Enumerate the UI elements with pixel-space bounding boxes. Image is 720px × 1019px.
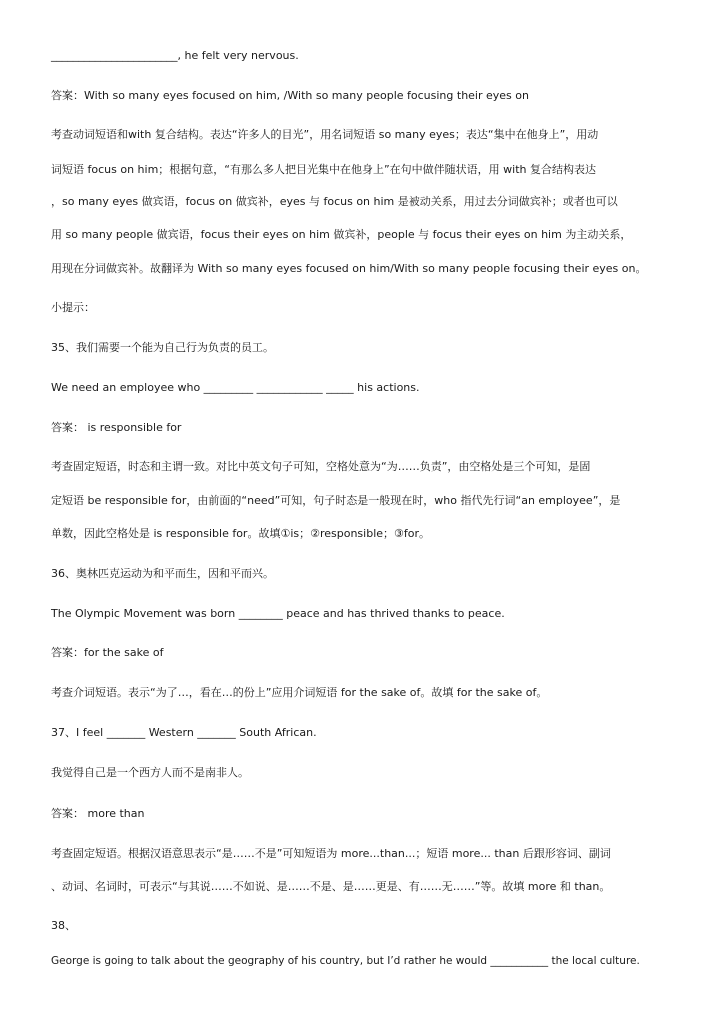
q37-translation: 我觉得自己是一个西方人而不是南非人。 [51, 766, 249, 779]
q34-sentence: _______________________, he felt very nervous. [51, 49, 299, 62]
tip-label: 小提示： [51, 301, 95, 314]
q34-explanation-line-2: 词短语 focus on him；根据句意，“有那么多人把目光集中在他身上”在句中做伴随状语，用 with 复合结构表达 [51, 163, 597, 176]
q37-sentence: 37、I feel _______ Western _______ South African. [51, 726, 317, 739]
q34-explanation-line-1: 考查动词短语和with 复合结构。表达“许多人的目光”，用名词短语 so many eyes；表达“集中在他身上”，用动 [51, 128, 599, 141]
q37-explanation-line-2: 、动词、名词时，可表示“与其说……不如说、是……不是、是……更是、有……无……”等。故填 more 和 than。 [51, 880, 611, 893]
q34-explanation-line-5: 用现在分词做宾补。故翻译为 With so many eyes focused on him/With so many people focusing their eyes on。 [51, 262, 647, 275]
q36-sentence: The Olympic Movement was born ________ peace and has thrived thanks to peace. [51, 607, 505, 620]
q38-sentence: George is going to talk about the geography of his country, but I’d rather he would ___________ the local culture. [51, 955, 640, 967]
q38-title: 38、 [51, 919, 76, 932]
q35-explanation-line-2: 定短语 be responsible for，由前面的“need”可知，句子时态是一般现在时，who 指代先行词“an employee”，是 [51, 494, 621, 507]
q34-explanation-line-4: 用 so many people 做宾语，focus their eyes on him 做宾补，people 与 focus their eyes on him 为主动关系， [51, 228, 632, 241]
q35-sentence: We need an employee who _________ ____________ _____ his actions. [51, 381, 420, 394]
q37-answer: 答案： more than [51, 807, 145, 820]
q35-explanation-line-1: 考查固定短语，时态和主谓一致。对比中英文句子可知，空格处意为“为……负责”，由空格处是三个可知，是固 [51, 460, 591, 473]
q34-answer: 答案：With so many eyes focused on him, /With so many people focusing their eyes on [51, 89, 529, 102]
q35-answer: 答案： is responsible for [51, 421, 182, 434]
q37-explanation-line-1: 考查固定短语。根据汉语意思表示“是……不是”可知短语为 more...than...；短语 more... than 后跟形容词、副词 [51, 847, 611, 860]
q36-answer: 答案：for the sake of [51, 646, 164, 659]
q34-explanation-line-3: ，so many eyes 做宾语，focus on 做宾补，eyes 与 focus on him 是被动关系，用过去分词做宾补；或者也可以 [51, 195, 618, 208]
q35-title: 35、我们需要一个能为自己行为负责的员工。 [51, 341, 274, 354]
q36-explanation: 考查介词短语。表示“为了…，看在…的份上”应用介词短语 for the sake of。故填 for the sake of。 [51, 686, 548, 699]
q35-explanation-line-3: 单数，因此空格处是 is responsible for。故填①is；②responsible；③for。 [51, 527, 431, 540]
q36-title: 36、奥林匹克运动为和平而生，因和平而兴。 [51, 567, 274, 580]
